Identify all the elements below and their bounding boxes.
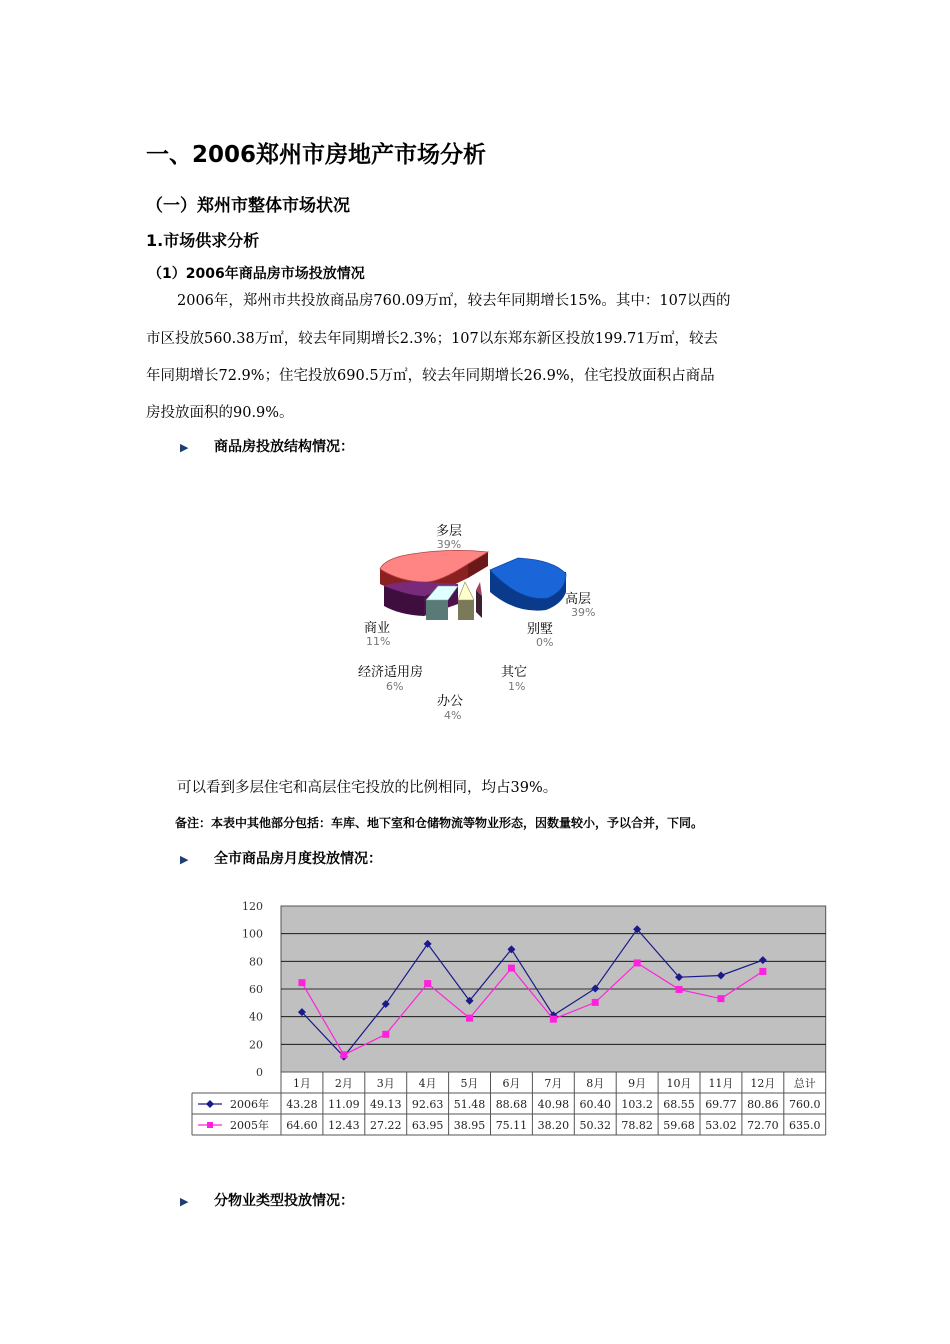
paragraph-line: 房投放面积的90.9%。: [146, 405, 294, 421]
pie-pct-multi: 39%: [436, 538, 462, 551]
data-point: [424, 980, 431, 987]
table-cell: 72.70: [747, 1119, 779, 1132]
pie-pct-office: 4%: [444, 709, 462, 722]
table-cell: 38.20: [537, 1119, 570, 1132]
table-cell: 50.32: [579, 1119, 611, 1132]
legend-marker: [207, 1122, 213, 1128]
note-text: 备注：本表中其他部分包括：车库、地下室和仓储物流等物业形态，因数量较小，予以合并，下同。: [175, 816, 704, 830]
triangle-bullet-icon: ▶: [180, 1195, 189, 1208]
paragraph-line: 年同期增长72.9%；住宅投放690.5万㎡，较去年同期增长26.9%，住宅投放面积占商品: [146, 368, 715, 384]
table-cell: 12.43: [328, 1119, 360, 1132]
table-cell: 11.09: [328, 1098, 360, 1111]
pie-summary-text: 可以看到多层住宅和高层住宅投放的比例相同，均占39%。: [177, 780, 558, 796]
data-point: [550, 1016, 557, 1023]
x-tick-label: 5月: [460, 1077, 479, 1090]
pie-slice-high: [490, 558, 566, 611]
x-tick-label: 总计: [793, 1077, 816, 1090]
data-point: [298, 979, 305, 986]
y-tick-label: 40: [249, 1010, 263, 1024]
table-cell: 75.11: [495, 1119, 528, 1132]
table-cell: 78.82: [621, 1119, 653, 1132]
y-tick-label: 100: [242, 927, 263, 941]
page-title: 一、2006郑州市房地产市场分析: [146, 142, 487, 168]
pie-pct-other: 1%: [508, 680, 526, 693]
y-tick-label: 80: [249, 955, 263, 969]
x-tick-label: 6月: [502, 1077, 521, 1090]
table-cell: 40.98: [537, 1098, 570, 1111]
legend-marker: [206, 1100, 214, 1108]
data-point: [634, 959, 641, 966]
table-cell: 53.02: [705, 1119, 737, 1132]
paragraph-line: 市区投放560.38万㎡，较去年同期增长2.3%；107以东郑东新区投放199.71万㎡，较去: [146, 331, 718, 347]
x-tick-label: 12月: [750, 1077, 776, 1090]
y-tick-label: 120: [242, 900, 263, 913]
pie-label-villa: 别墅: [527, 622, 554, 637]
table-cell: 69.77: [705, 1098, 737, 1111]
table-cell: 760.0: [789, 1098, 821, 1111]
data-point: [759, 968, 766, 975]
x-tick-label: 11月: [708, 1077, 734, 1090]
pie-label-high: 高层: [565, 592, 592, 607]
data-point: [592, 999, 599, 1006]
table-cell: 80.86: [747, 1098, 779, 1111]
pie-label-multi: 多层: [435, 524, 462, 539]
x-tick-label: 1月: [292, 1077, 311, 1090]
bullet-monthly: [180, 848, 382, 868]
data-point: [466, 1015, 473, 1022]
table-cell: 27.22: [370, 1119, 402, 1132]
pie-pct-villa: 0%: [536, 636, 554, 649]
data-point: [508, 965, 515, 972]
table-cell: 60.40: [579, 1098, 611, 1111]
subsubsection-heading: （1）2006年商品房市场投放情况: [148, 266, 365, 282]
pie-slice-other: [476, 582, 482, 618]
table-cell: 49.13: [370, 1098, 402, 1111]
table-cell: 103.2: [621, 1098, 653, 1111]
pie-pct-affordable: 6%: [386, 680, 404, 693]
bullet-label: 全市商品房月度投放情况：: [214, 851, 382, 867]
x-tick-label: 9月: [628, 1077, 647, 1090]
subsection-heading: 1.市场供求分析: [146, 231, 260, 250]
line-chart: [190, 896, 830, 1141]
pie-slice-office: [458, 582, 474, 620]
bullet-structure: [180, 436, 354, 456]
table-cell: 59.68: [663, 1119, 695, 1132]
x-tick-label: 4月: [418, 1077, 437, 1090]
data-point: [340, 1051, 347, 1058]
pie-label-affordable: 经济适用房: [358, 665, 424, 680]
y-tick-label: 60: [249, 983, 263, 996]
table-cell: 64.60: [286, 1119, 318, 1132]
section-heading: （一）郑州市整体市场状况: [146, 196, 350, 216]
pie-label-office: 办公: [437, 694, 464, 709]
table-cell: 51.48: [453, 1098, 486, 1111]
table-cell: 38.95: [453, 1119, 486, 1132]
table-cell: 92.63: [411, 1098, 444, 1111]
bullet-label: 分物业类型投放情况：: [214, 1193, 354, 1209]
x-tick-label: 3月: [376, 1077, 395, 1090]
table-cell: 635.0: [789, 1119, 821, 1132]
x-tick-label: 10月: [666, 1077, 692, 1090]
triangle-bullet-icon: ▶: [180, 441, 189, 454]
legend-label: 2006年: [230, 1098, 269, 1111]
data-point: [676, 986, 683, 993]
y-tick-label: 20: [249, 1038, 263, 1052]
pie-pct-commercial: 11%: [366, 635, 391, 648]
y-tick-label: 0: [256, 1066, 263, 1079]
table-cell: 68.55: [663, 1098, 695, 1111]
x-tick-label: 8月: [586, 1077, 605, 1090]
legend-label: 2005年: [230, 1119, 269, 1132]
data-point: [382, 1031, 389, 1038]
x-tick-label: 7月: [544, 1077, 563, 1090]
pie-label-commercial: 商业: [364, 621, 391, 636]
table-cell: 43.28: [286, 1098, 318, 1111]
bullet-type: [180, 1190, 354, 1210]
paragraph-line: 2006年，郑州市共投放商品房760.09万㎡，较去年同期增长15%。其中：107以西的: [177, 293, 731, 309]
triangle-bullet-icon: ▶: [180, 853, 189, 866]
bullet-label: 商品房投放结构情况：: [214, 439, 354, 455]
table-cell: 88.68: [495, 1098, 528, 1111]
table-cell: 63.95: [411, 1119, 444, 1132]
data-point: [717, 995, 724, 1002]
pie-label-other: 其它: [501, 665, 528, 680]
pie-pct-high: 39%: [571, 606, 596, 619]
x-tick-label: 2月: [334, 1077, 353, 1090]
